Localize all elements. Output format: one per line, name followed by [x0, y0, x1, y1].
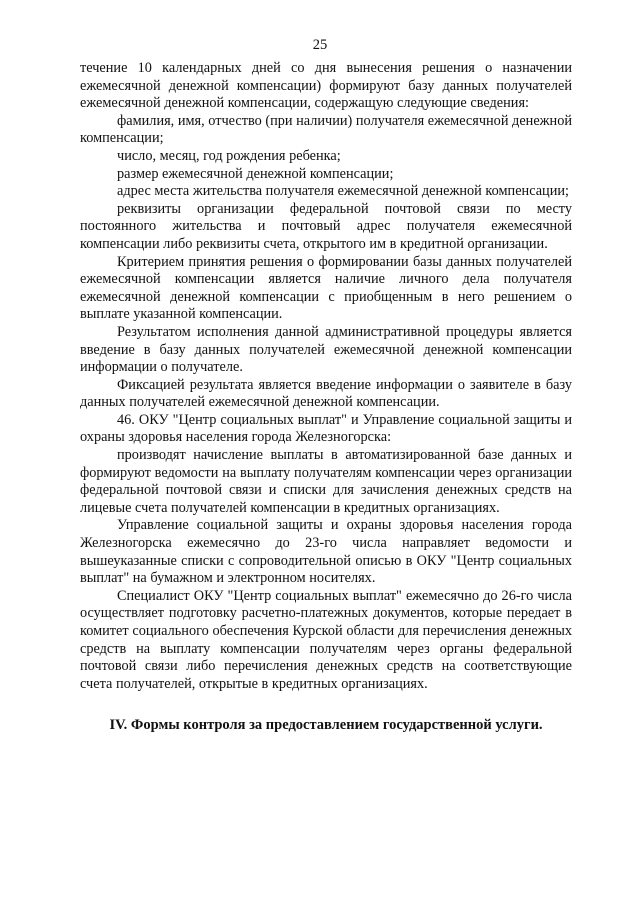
paragraph: число, месяц, год рождения ребенка;	[117, 147, 341, 164]
paragraph: 46. ОКУ "Центр социальных выплат" и Управление социальной защиты и охраны здоровья населения города Железногорска:	[80, 411, 572, 446]
paragraph: Результатом исполнения данной административной процедуры является введение в базу данных получателей ежемесячной денежной компенсации информации о получателе.	[80, 323, 572, 376]
paragraph: Фиксацией результата является введение информации о заявителе в базу данных получателей ежемесячной денежной компенсации.	[80, 376, 572, 411]
paragraph: адрес места жительства получателя ежемесячной денежной компенсации;	[117, 183, 569, 200]
section-heading: IV. Формы контроля за предоставлением государственной услуги.	[109, 717, 543, 734]
page-number: 25	[312, 37, 328, 53]
paragraph: Критерием принятия решения о формировании базы данных получателей ежемесячной компенсации является наличие личного дела получателя ежемесячной денежной компенсации с приобщенным в него решением о выплате указанной компенсации.	[80, 253, 572, 323]
paragraph-list	[80, 60, 572, 693]
paragraph: реквизиты организации федеральной почтовой связи по месту постоянного жительства и почтовый адрес получателя ежемесячной компенсации либо реквизиты счета, открытого им в кредитной организации.	[80, 200, 572, 252]
paragraph: производят начисление выплаты в автоматизированной базе данных и формируют ведомости на выплату получателям компенсации через организации федеральной почтовой связи и списки для зачисления денежных средств на лицевые счета получателей компенсации в кредитных организациях.	[80, 447, 572, 516]
paragraph: фамилия, имя, отчество (при наличии) получателя ежемесячной денежной компенсации;	[80, 112, 572, 147]
paragraph: Управление социальной защиты и охраны здоровья населения города Железногорска ежемесячно до 23-го числа направляет ведомости и вышеуказанные списки с сопроводительной описью в ОКУ "Центр социальных выплат" на бумажном и электронном носителях.	[80, 517, 572, 587]
paragraph: Специалист ОКУ "Центр социальных выплат" ежемесячно до 26-го числа осуществляет подготовку расчетно-платежных документов, которые передает в комитет социального обеспечения Курской области для перечисления денежных средств на выплату компенсации получателям через органы федеральной почтовой связи либо перечисления денежных средств на соответствующие счета получателей, открытые в кредитных организациях.	[80, 587, 572, 692]
paragraph: течение 10 календарных дней со дня вынесения решения о назначении ежемесячной денежной компенсации) формируют базу данных получателей ежемесячной денежной компенсации, содержащую следующие сведения:	[80, 60, 572, 112]
paragraph: размер ежемесячной денежной компенсации;	[117, 165, 394, 182]
document-body	[80, 60, 572, 735]
